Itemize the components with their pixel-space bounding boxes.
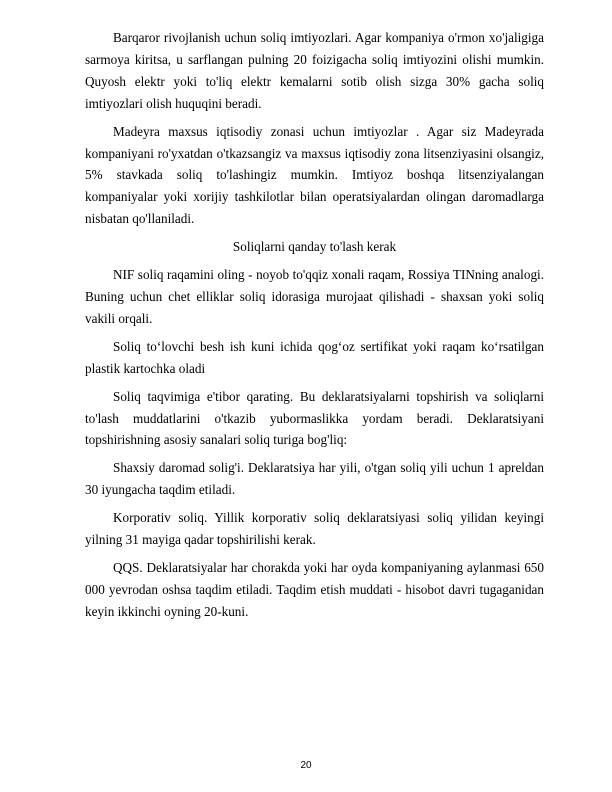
paragraph-certificate: Soliq to‘lovchi besh ish kuni ichida qog‘oz sertifikat yoki raqam ko‘rsatilgan plastik kartochka oladi xyxy=(85,338,544,376)
paragraph-vat: QQS. Deklaratsiyalar har chorakda yoki har oyda kompaniyaning aylanmasi 650 000 yevrodan oshsa taqdim etiladi. Taqdim etish muddati - hisobot davri tugaganidan keyin ikkinchi oyning 20-kuni. xyxy=(85,559,544,619)
section-heading: Soliqlarni qanday to'lash kerak xyxy=(232,239,397,255)
paragraph-corporate-tax: Korporativ soliq. Yillik korporativ soliq deklaratsiyasi soliq yilidan keyingi yilning 31 mayiga qadar topshirilishi kerak. xyxy=(85,510,544,548)
paragraph-sustainability-tax-incentives: Barqaror rivojlanish uchun soliq imtiyozlari. Agar kompaniya o'rmon xo'jaligiga sarmoya kiritsa, u sarflangan pulning 20 foizigacha soliq imtiyozini olishi mumkin. Quyosh elektr yoki to'liq elektr kemalarni sotib olish sizga 30% gacha soliq imtiyozlari olish huquqini beradi. xyxy=(85,30,544,111)
document-page xyxy=(85,27,544,629)
paragraph-personal-income-tax: Shaxsiy daromad solig'i. Deklaratsiya har yili, o'tgan soliq yili uchun 1 apreldan 30 iyungacha taqdim etiladi. xyxy=(85,460,544,498)
page-number: 20 xyxy=(300,760,312,771)
paragraph-tax-calendar: Soliq taqvimiga e'tibor qarating. Bu deklaratsiyalarni topshirish va soliqlarni to'lash muddatlarini o'tkazib yubormaslikka yordam beradi. Deklaratsiyani topshirishning asosiy sanalari soliq turiga bog'liq: xyxy=(85,388,544,448)
paragraph-madeira-zone-benefits: Madeyra maxsus iqtisodiy zonasi uchun imtiyozlar . Agar siz Madeyrada kompaniyani ro'yxatdan o'tkazsangiz va maxsus iqtisodiy zona litsenziyasini olsangiz, 5% stavkada soliq to'lashingiz mumkin. Imtiyoz boshqa litsenziyalangan kompaniyalar yoki xorijiy tashkilotlar bilan operatsiyalardan olingan daromadlarga nisbatan qo'llaniladi. xyxy=(85,123,544,227)
paragraph-nif-number: NIF soliq raqamini oling - noyob to'qqiz xonali raqam, Rossiya TINning analogi. Buning uchun chet elliklar soliq idorasiga murojaat qilishadi - shaxsan yoki soliq vakili orqali. xyxy=(85,267,544,326)
